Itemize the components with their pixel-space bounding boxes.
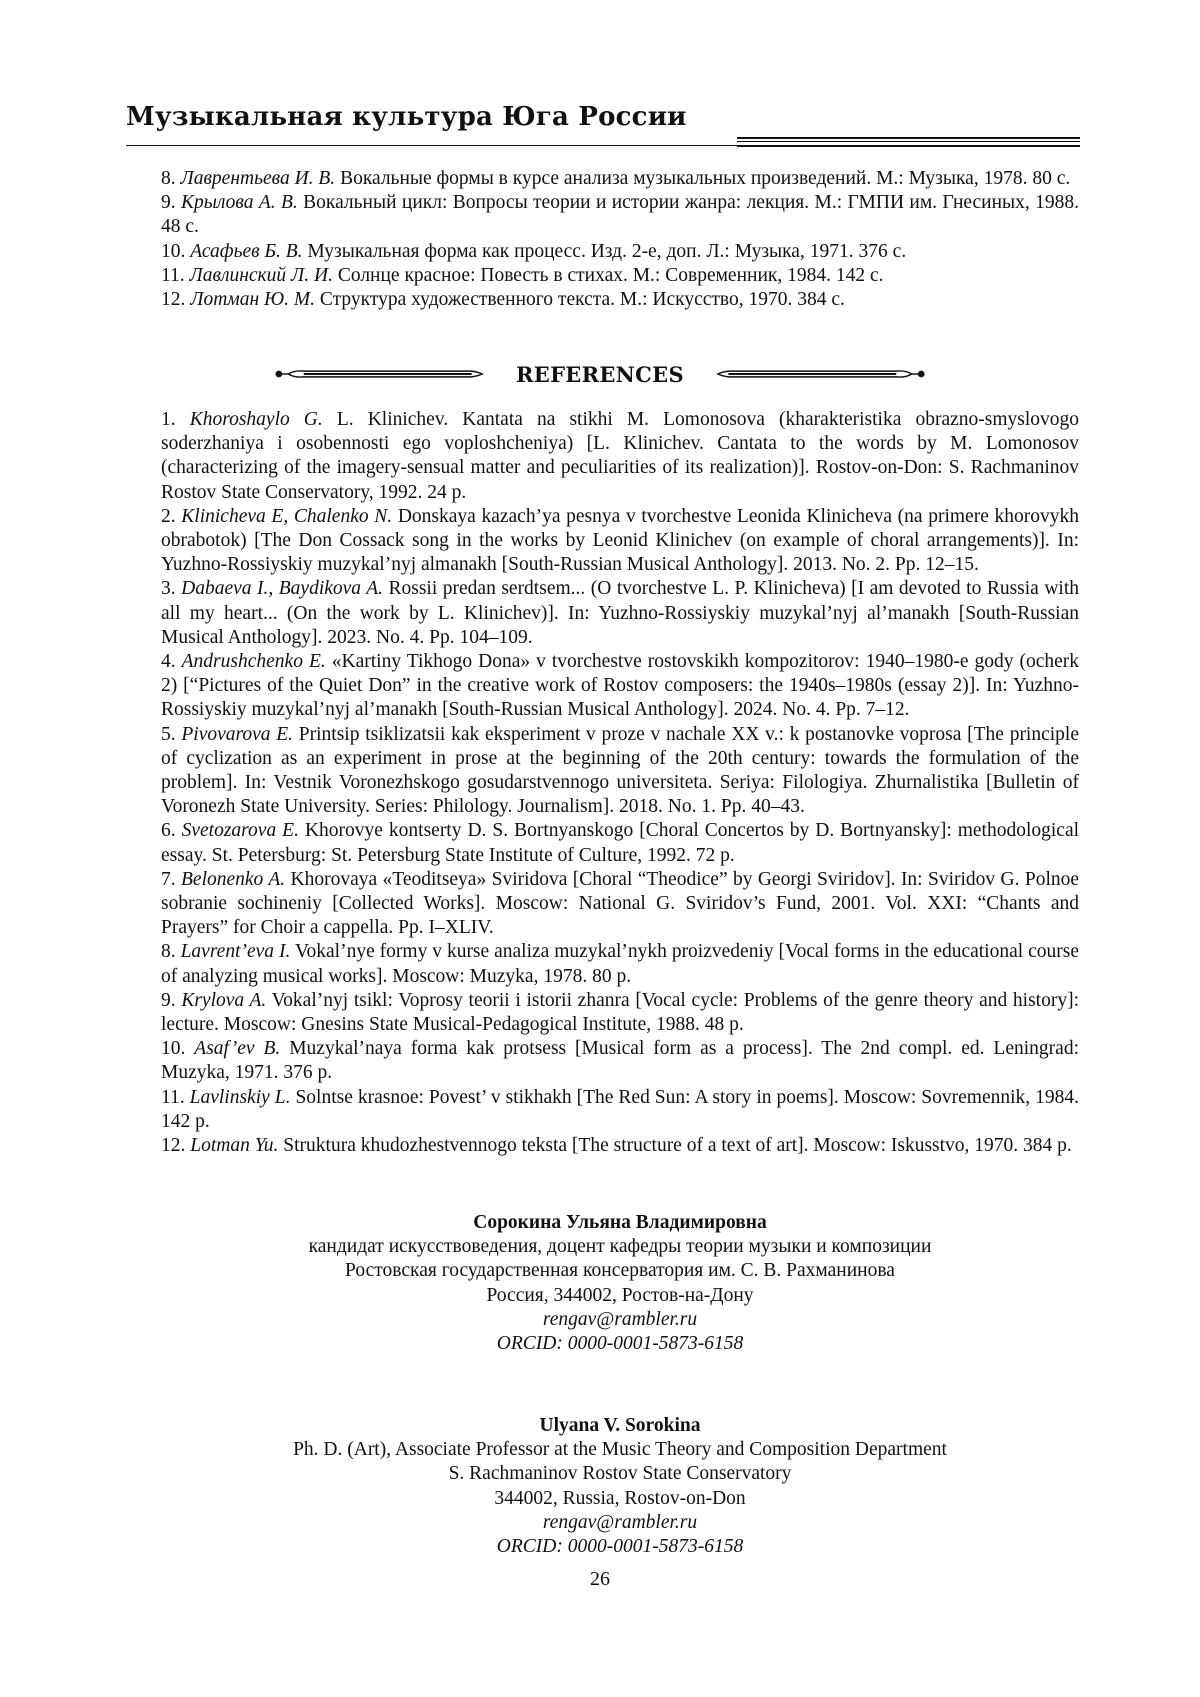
- author-address: Россия, 344002, Ростов-на-Дону: [486, 1284, 754, 1306]
- reference-author: Лаврентьева И. В.: [180, 168, 336, 189]
- reference-author: Крылова А. В.: [181, 192, 298, 214]
- reference-author: Khoroshaylo G.: [189, 409, 323, 430]
- reference-author: Pivovarova E.: [181, 723, 294, 745]
- author-email[interactable]: rengav@rambler.ru: [542, 1511, 698, 1533]
- reference-item: 4. Andrushchenko E. «Kartiny Tikhogo Dona» v tvorchestve rostovskikh kompozitorov: 1940–1980-e gody (ocherk 2) [“Pictures of the Quiet Don” in the creative work of Rostov composers: the 1940s–1980s (essay 2)]. In: Yuzhno-Rossiyskiy muzykal’nyj al’manakh [South-Russian Musical Anthology]. 2024. No. 4. Pp. 7–12.: [161, 651, 1080, 721]
- reference-item: 12. Лотман Ю. М. Структура художественного текста. М.: Искусство, 1970. 384 с.: [161, 289, 845, 311]
- reference-author: Andrushchenko E.: [181, 651, 326, 673]
- reference-author: Svetozarova E.: [181, 820, 299, 842]
- author-info-russian: [161, 1211, 1079, 1356]
- reference-item: 9. Krylova A. Vokal’nyj tsikl: Voprosy teorii i istorii zhanra [Vocal cycle: Problems of the genre theory and history]: lecture. Moscow: Gnesins State Musical-Pedagogical Institute, 1988. 48 p.: [161, 989, 1079, 1036]
- russian-reference-list: [161, 167, 1079, 312]
- reference-item: 11. Лавлинский Л. И. Солнце красное: Повесть в стихах. М.: Современник, 1984. 142 с.: [161, 264, 884, 286]
- reference-item: 8. Lavrent’eva I. Vokal’nye formy v kurse analiza muzykal’nykh proizvedeniy [Vocal forms in the educational course of analyzing musical works]. Moscow: Muzyka, 1978. 80 p.: [161, 941, 1079, 987]
- author-institution: Ростовская государственная консерватория им. С. В. Рахманинова: [345, 1260, 895, 1282]
- reference-author: Klinicheva E, Chalenko N.: [181, 505, 393, 527]
- reference-item: 10. Asaf’ev B. Muzykal’naya forma kak protsess [Musical form as a process]. The 2nd compl. ed. Leningrad: Muzyka, 1971. 376 p.: [161, 1038, 1079, 1084]
- reference-author: Krylova A.: [181, 989, 267, 1011]
- reference-item: 6. Svetozarova E. Khorovye kontserty D. S. Bortnyanskogo [Choral Concertos by D. Bortnyansky]: methodological essay. St. Petersburg: St. Petersburg State Institute of Culture, 1992. 72 p.: [161, 820, 1080, 866]
- reference-author: Lavrent’eva I.: [180, 941, 291, 963]
- reference-item: 1. Khoroshaylo G. L. Klinichev. Kantata na stikhi M. Lomonosova (kharakteristika obrazno-smyslovogo soderzhaniya i osobennosti ego voploshcheniya) [L. Klinichev. Cantata to the words by M. Lomonosov (characterizing of the imagery-sensual matter and peculiarities of its realization)]. Rostov-on-Don: S. Rachmaninov Rostov State Conservatory, 1992. 24 p.: [161, 409, 1080, 503]
- reference-item: 9. Крылова А. В. Вокальный цикл: Вопросы теории и истории жанра: лекция. М.: ГМПИ им. Гнесиных, 1988. 48 с.: [161, 192, 1080, 238]
- author-institution: S. Rachmaninov Rostov State Conservatory: [448, 1463, 792, 1485]
- reference-author: Лотман Ю. М.: [190, 289, 316, 311]
- author-name: Сорокина Ульяна Владимировна: [473, 1212, 767, 1233]
- left-ornament-icon: [275, 367, 486, 381]
- author-email[interactable]: rengav@rambler.ru: [542, 1308, 698, 1330]
- reference-item: 3. Dabaeva I., Baydikova A. Rossii predan serdtsem... (O tvorchestve L. P. Klinicheva) [I am devoted to Russia with all my heart... (On the work by L. Klinichev)]. In: Yuzhno-Rossiyskiy muzykal’nyj al’manakh [South-Russian Musical Anthology]. 2023. No. 4. Pp. 104–109.: [161, 578, 1079, 648]
- right-ornament-icon: [714, 367, 925, 381]
- reference-author: Belonenko A.: [181, 868, 286, 890]
- reference-item: 10. Асафьев Б. В. Музыкальная форма как процесс. Изд. 2-е, доп. Л.: Музыка, 1971. 376 с.: [161, 240, 907, 262]
- reference-item: 5. Pivovarova E. Printsip tsiklizatsii kak eksperiment v proze v nachale XX v.: k postanovke voprosa [The principle of cyclization as an experiment in prose at the beginning of the 20th century: towards the formulation of the problem]. In: Vestnik Voronezhskogo gosudarstvennogo universiteta. Seriya: Filologiya. Zhurnalistika [Bulletin of Voronezh State University. Series: Philology. Journalism]. 2018. No. 1. Pp. 40–43.: [161, 723, 1079, 818]
- references-heading-block: [275, 357, 925, 391]
- reference-author: Lavlinskiy L.: [189, 1086, 291, 1108]
- reference-author: Asaf’ev B.: [194, 1038, 281, 1060]
- reference-item: 12. Lotman Yu. Struktura khudozhestvennogo teksta [The structure of a text of art]. Moscow: Iskusstvo, 1970. 384 p.: [161, 1135, 1072, 1157]
- header-rule-ornament: [737, 137, 1080, 147]
- english-reference-list: [161, 408, 1079, 1158]
- author-address: 344002, Russia, Rostov-on-Don: [494, 1487, 746, 1509]
- reference-item: 7. Belonenko A. Khorovaya «Teoditseya» Sviridova [Choral “Theodice” by Georgi Sviridov]. In: Sviridov G. Polnoe sobranie sochineniy [Collected Works]. Moscow: National G. Sviridov’s Fund, 2001. Vol. XXI: “Chants and Prayers” for Choir a cappella. Pp. I–XLIV.: [161, 868, 1080, 939]
- author-info-english: [161, 1414, 1079, 1559]
- journal-title: Музыкальная культура Юга России: [126, 102, 687, 132]
- author-position: кандидат искусствоведения, доцент кафедры теории музыки и композиции: [308, 1236, 932, 1258]
- references-heading: REFERENCES: [516, 361, 684, 387]
- author-orcid: ORCID: 0000-0001-5873-6158: [496, 1536, 744, 1558]
- reference-item: 8. Лаврентьева И. В. Вокальные формы в курсе анализа музыкальных произведений. М.: Музыка, 1978. 80 с.: [161, 168, 1071, 189]
- reference-author: Dabaeva I., Baydikova A.: [181, 578, 383, 600]
- author-name: Ulyana V. Sorokina: [539, 1415, 701, 1436]
- reference-author: Лавлинский Л. И.: [189, 264, 333, 286]
- reference-item: 2. Klinicheva E, Chalenko N. Donskaya kazach’ya pesnya v tvorchestve Leonida Klinicheva (na primere khorovykh obrabotok) [The Don Cossack song in the works by Leonid Klinichev (on example of choral arrangements)]. In: Yuzhno-Rossiyskiy muzykal’nyj almanakh [South-Russian Musical Anthology]. 2013. No. 2. Pp. 12–15.: [161, 505, 1080, 576]
- author-position: Ph. D. (Art), Associate Professor at the Music Theory and Composition Department: [293, 1439, 947, 1461]
- reference-author: Асафьев Б. В.: [190, 240, 303, 262]
- reference-author: Lotman Yu.: [190, 1135, 279, 1157]
- reference-item: 11. Lavlinskiy L. Solntse krasnoe: Povest’ v stikhakh [The Red Sun: A story in poems]. Moscow: Sovremennik, 1984. 142 p.: [161, 1086, 1080, 1132]
- page-number: 26: [590, 1568, 610, 1590]
- author-orcid: ORCID: 0000-0001-5873-6158: [496, 1333, 744, 1355]
